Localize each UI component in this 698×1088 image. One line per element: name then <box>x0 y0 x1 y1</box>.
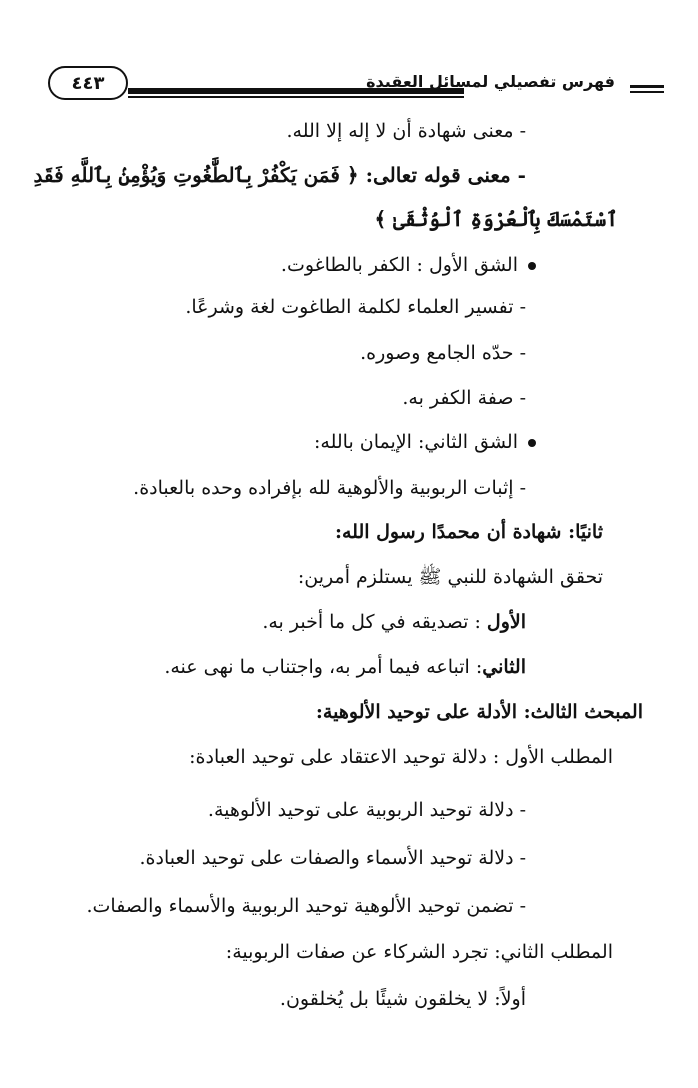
line-12 <box>262 607 526 637</box>
line-5 <box>185 292 526 322</box>
header-rule-thin <box>128 96 464 98</box>
line-11 <box>298 562 603 592</box>
line-3 <box>374 204 618 234</box>
line-text: الشق الثاني: الإيمان بالله: <box>314 431 518 453</box>
heading-text: المبحث الثالث: الأدلة على توحيد الألوهية: <box>315 701 643 723</box>
page-number-badge <box>48 66 128 100</box>
line-text: - دلالة توحيد الربوبية على توحيد الألوهية. <box>207 799 526 821</box>
line-9 <box>133 473 526 503</box>
title-ornament-thin <box>630 91 664 93</box>
line-2 <box>34 160 526 190</box>
bullet-icon <box>528 262 536 270</box>
line-text: الشق الأول : الكفر بالطاغوت. <box>280 254 518 276</box>
line-15 <box>189 742 613 772</box>
line-text: - صفة الكفر به. <box>402 387 526 409</box>
line-8 <box>314 427 536 457</box>
line-text: - إثبات الربوبية والألوهية لله بإفراده وحده بالعبادة. <box>133 477 526 499</box>
line-text: - تفسير العلماء لكلمة الطاغوت لغة وشرعًا. <box>185 296 526 318</box>
line-1 <box>286 116 526 146</box>
line-19 <box>226 937 613 967</box>
line-13 <box>164 652 526 682</box>
line-18 <box>86 891 526 921</box>
line-17 <box>139 843 526 873</box>
line-text: أولاً: لا يخلقون شيئًا بل يُخلقون. <box>279 988 526 1010</box>
line-label: الأول <box>486 611 526 633</box>
section-heading <box>335 517 603 547</box>
line-4 <box>281 250 536 280</box>
line-text: المطلب الأول : دلالة توحيد الاعتقاد على توحيد العبادة: <box>189 746 613 768</box>
line-text: : تصديقه في كل ما أخبر به. <box>262 611 487 633</box>
running-title: فهرس تفصيلي لمسائل العقيدة <box>366 72 615 91</box>
chapter-heading <box>316 697 643 727</box>
line-text: - حدّه الجامع وصوره. <box>360 342 526 364</box>
line-text: : اتباعه فيما أمر به، واجتناب ما نهى عنه. <box>164 656 483 678</box>
line-text: المطلب الثاني: تجرد الشركاء عن صفات الربوبية: <box>225 941 613 963</box>
line-16 <box>208 795 526 825</box>
line-7 <box>402 383 526 413</box>
line-text: - تضمن توحيد الألوهية توحيد الربوبية والأسماء والصفات. <box>86 895 526 917</box>
line-text: تحقق الشهادة للنبي ﷺ يستلزم أمرين: <box>297 566 603 588</box>
verse-text: ٱسْتَمْسَكَ بِٱلْعُرْوَةِ ٱلْوُثْقَىٰ ﴾ <box>374 207 618 231</box>
line-label: الثاني <box>482 656 526 678</box>
page-number: ٤٤٣ <box>71 72 105 94</box>
line-6 <box>360 338 526 368</box>
title-ornament <box>630 85 664 88</box>
line-20 <box>280 984 526 1014</box>
line-text: - معنى شهادة أن لا إله إلا الله. <box>286 120 526 142</box>
bullet-icon <box>528 439 536 447</box>
page-header <box>40 58 668 110</box>
line-text: - دلالة توحيد الأسماء والصفات على توحيد العبادة. <box>139 847 526 869</box>
verse-text: - معنى قوله تعالى: ﴿ فَمَن يَكْفُرْ بِٱلطَّٰغُوتِ وَيُؤْمِنۢ بِٱللَّهِ فَقَدِ <box>33 163 526 187</box>
heading-text: ثانيًا: شهادة أن محمدًا رسول الله: <box>334 521 603 543</box>
